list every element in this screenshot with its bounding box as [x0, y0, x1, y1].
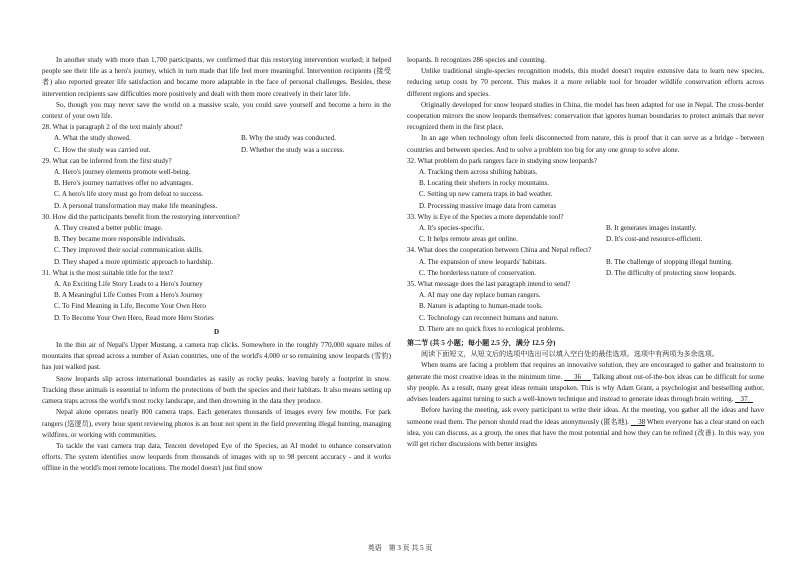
blank-number: 37	[740, 395, 748, 404]
option: A. What the study showed.	[54, 134, 131, 143]
paragraph: To tackle the vast camera trap data, Tencent developed Eye of the Species, an AI model to enhance conservation efforts. The system identifies snow leopards from thousands of images with up to 98 percent accuracy - and it works offline in the world's most remote locations. The model doesn't just find snow	[42, 441, 391, 473]
question-33-stem: 33. Why is Eye of the Species a more dependable tool?	[407, 212, 564, 221]
question-32-stem: 32. What problem do park rangers face in studying snow leopards?	[407, 156, 597, 165]
option: D. The difficulty of protecting snow leopards.	[606, 268, 737, 277]
cloze-paragraph	[407, 360, 764, 405]
option: C. Setting up new camera traps in bad weather.	[419, 190, 553, 199]
option: B. They became more responsible individuals.	[54, 235, 186, 244]
text: Talking about out-of-the-box ideas can be difficult for some shy people. As a result, many great ideas remain unspoken. This is why Adam Grant, a psychologist and bestselling author, advises leaders against turning to such a well-known technique and instead to generate ideas through brain writing.	[407, 372, 764, 404]
option: A. An Exciting Life Story Leads to a Hero's Journey	[54, 280, 203, 289]
question-33-options-row	[419, 234, 764, 245]
option: A. Hero's journey elements promote well-being.	[54, 168, 191, 177]
blank-number: 36	[573, 372, 582, 381]
option: D. A personal transformation may make life meaningless.	[54, 201, 218, 210]
question-28-stem: 28. What is paragraph 2 of the text mainly about?	[42, 123, 183, 132]
option: B. The challenge of stopping illegal hunting.	[606, 257, 733, 266]
option: B. A Meaningful Life Comes From a Hero's Journey	[54, 291, 203, 300]
option: D. Processing massive image data from cameras	[419, 201, 557, 210]
section-2-title: 第二节 (共 5 小题；每小题 2.5 分，满分 12.5 分)	[407, 339, 556, 348]
paragraph: Originally developed for snow leopard studies in China, the model has been adapted for use in Nepal. The cross-border cooperation mirrors the snow leopards themselves: conservation that ignores human boundaries to protect animals that never recognized them in the first place.	[407, 100, 764, 132]
option: D. To Become Your Own Hero, Read more Hero Stories	[54, 313, 214, 322]
option: C. To Find Meaning in Life, Become Your Own Hero	[54, 302, 206, 311]
option: C. The borderless nature of conservation.	[419, 268, 537, 277]
option: B. Nature is adapting to human-made tools.	[419, 302, 543, 311]
blank-38[interactable]	[631, 418, 645, 426]
option: D. There are no quick fixes to ecological problems.	[419, 324, 565, 333]
option: A. The expansion of snow leopards' habitats.	[419, 257, 547, 266]
paragraph: Snow leopards slip across international boundaries as easily as rocky peaks, leaving barely a footprint in snow. Tracking these animals is essential to inform the protections of both the species and their habitats. It also means setting up camera traps across the world's most rocky landscape, and then drowning in the data they produce.	[42, 374, 391, 406]
page-footer: 英语 第 3 页 共 5 页	[367, 544, 433, 552]
question-31-stem: 31. What is the most suitable title for the text?	[42, 268, 174, 277]
section-heading-d: D	[213, 327, 220, 336]
option: A. They created a better public image.	[54, 224, 163, 233]
blank-number: 38	[638, 417, 646, 426]
paragraph: Unlike traditional single-species recognition models, this model doesn't require extensive data to learn new species, reducing setup costs by 70 percent. This makes it a more reliable tool for broader wildlife conservation efforts across different regions and species.	[407, 67, 764, 98]
blank-37[interactable]	[735, 395, 753, 403]
paragraph: In the thin air of Nepal's Upper Mustang, a camera trap clicks. Somewhere in the roughly 770,000 square miles of mountains that spread across a number of Asian countries, one of the world's 4,000 or so remaining snow leopards (雪豹) has just walked past.	[42, 341, 391, 372]
paragraph: leopards. It recognizes 286 species and counting.	[407, 56, 547, 64]
option: A. AI may one day replace human rangers.	[419, 291, 541, 300]
option: B. Locating their shelters in rocky mountains.	[419, 179, 550, 188]
cloze-paragraph	[407, 405, 764, 450]
option: C. It helps remote areas get online.	[419, 235, 518, 244]
question-34-stem: 34. What does the cooperation between China and Nepal reflect?	[407, 246, 592, 255]
section-2-instructions: 阅读下面短文，从短文后的选项中选出可以填入空白处的最佳选项。选项中有两项为多余选项。	[421, 350, 719, 359]
option: C. How the study was carried out.	[54, 145, 151, 154]
paragraph: In another study with more than 1,700 participants, we confirmed that this restorying intervention worked; it helped people see their life as a hero's journey, which in turn made that life feel more meaningful. Intervention recipients (接受者) also reported greater life satisfaction and became more adaptable in the face of personal challenges. Besides, these intervention recipients saw difficulties more positively and dealt with them more creatively in their later life.	[42, 56, 391, 98]
paragraph: In an age when technology often feels disconnected from nature, this is proof that it can serve as a bridge - between countries and between species. And to solve a problem too big for any one group to solve alone.	[407, 134, 764, 154]
question-34-options-row	[419, 268, 764, 279]
option: D. They shaped a more optimistic approach to hardship.	[54, 257, 214, 266]
option: D. Whether the study was a success.	[241, 145, 345, 154]
question-29-stem: 29. What can be inferred from the first study?	[42, 156, 172, 165]
question-28-options-row	[54, 133, 391, 144]
blank-36[interactable]	[564, 373, 591, 381]
text: When everyone has a clear stand on each idea, you can discuss, as a group, the ones that have the most potential and how they can be refined (改善). In this way, you will get richer discussions with better insights	[407, 417, 764, 448]
option: C. They improved their social communication skills.	[54, 246, 204, 255]
option: C. Technology can reconnect humans and nature.	[419, 313, 559, 322]
option: C. A hero's life story must go from defeat to success.	[54, 190, 204, 199]
text: Before having the meeting, ask every participant to write their ideas. At the meeting, you gather all the ideas and have someone read them. The person should read the ideas anonymously (匿名地).	[407, 406, 764, 426]
paragraph: So, though you may never save the world on a massive scale, you could save yourself and become a hero in the context of your own life.	[42, 100, 391, 121]
question-34-options-row	[419, 257, 764, 268]
right-column	[407, 55, 764, 450]
option: A. It's species-specific.	[419, 224, 485, 233]
text: When teams are facing a problem that requires an innovative solution, they are encouraged to gather and brainstorm to generate the most creative ideas in the minimum time.	[407, 361, 764, 381]
question-35-stem: 35. What message does the last paragraph intend to send?	[407, 280, 571, 289]
question-28-options-row	[54, 145, 391, 156]
option: B. Why the study was conducted.	[241, 134, 337, 143]
option: A. Tracking them across shifting habitats.	[419, 168, 538, 177]
question-30-stem: 30. How did the participants benefit from the restorying intervention?	[42, 212, 240, 221]
paragraph: Nepal alone operates nearly 800 camera traps. Each generates thousands of images every few months. For park rangers (巡逻员), every hour spent reviewing photos is an hour not spent in the field preventing illegal hunting, managing wildfires, or working with communities.	[42, 408, 391, 439]
left-column	[42, 55, 391, 475]
option: B. Hero's journey narratives offer no advantages.	[54, 179, 194, 188]
option: B. It generates images instantly.	[606, 224, 697, 233]
question-33-options-row	[419, 223, 764, 234]
option: D. It's cost-and resource-efficient.	[606, 235, 703, 244]
